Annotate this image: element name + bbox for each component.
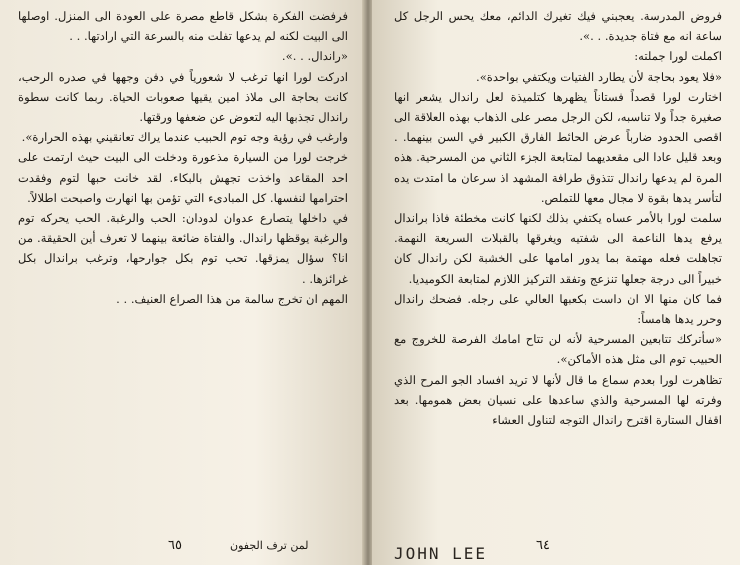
left-page-text xyxy=(18,6,348,309)
paragraph: «سأتركك تتابعين المسرحية لأنه لن تتاح امامك الفرصة للخروج مع الحبيب توم الى مثل هذه الأماكن». xyxy=(394,332,722,367)
paragraph: خرجت لورا من السيارة مذعورة ودخلت الى البيت حيث ارتمت على احد المقاعد واخذت تجهش بالبكاء. لقد خانت حبها لتوم وفقدت احترامها لنفسها. كل المبادىء التي تؤمن بها انهارت واصبحت اطلالاً. xyxy=(18,150,348,205)
left-page xyxy=(0,0,364,565)
scanner-stamp: JOHN LEE xyxy=(394,544,488,563)
paragraph: تظاهرت لورا بعدم سماع ما قال لأنها لا تريد افساد الجو المرح الذي وفرته لها المسرحية والذي ساعدها على نسيان بعض همومها. بعد اقفال الستارة اقترح راندال التوجه لتناول العشاء xyxy=(394,372,722,428)
running-title: لمن ترف الجفون xyxy=(230,539,309,552)
page-number: ٦٥ xyxy=(168,538,182,553)
paragraph: فروض المدرسة. يعجبني فيك تغيرك الدائم، معك يحس الرجل كل ساعة انه مع فتاة جديدة. . .». xyxy=(394,9,722,44)
paragraph: سلمت لورا بالأمر عساه يكتفي بذلك لكنها كانت مخطئة فاذا براندال يرفع يدها الناعمة الى شفتيه ويغرقها بالقبلات السريعة النهمة. تجاهلت فعله مهتمة بما يدور امامها على الخشبة لكن راندال كان خبيراً الى درجة جعلها تنزعج وتفقد التركيز اللازم لمتابعة الكوميديا. xyxy=(394,211,722,286)
paragraph: وارغب في رؤية وجه توم الحبيب عندما يراك تعانقيني بهذه الحرارة». xyxy=(21,130,348,145)
right-page-text xyxy=(394,6,722,430)
paragraph: اكملت لورا جملته: xyxy=(634,49,722,64)
paragraph: فرفضت الفكرة بشكل قاطع مصرة على العودة الى المنزل. اوصلها الى البيت لكنه لم يدعها تفلت منه بالسرعة التي ارادتها. . . xyxy=(18,9,348,44)
paragraph: فما كان منها الا ان داست بكعبها العالي على رجله. فضحك راندال وحرر يدها هامساً: xyxy=(394,291,722,327)
paragraph: ادركت لورا انها ترغب لا شعورياً في دفن وجهها في صدره الرحب، كانت بحاجة الى ملاذ امين يقيها صعوبات الحياة. ربما كانت سطوة راندال تجذبها اليه لتعوض عن ضعفها ورقتها. xyxy=(18,69,348,125)
paragraph: المهم ان تخرج سالمة من هذا الصراع العنيف. . . xyxy=(116,291,348,306)
paragraph: في داخلها يتصارع عدوان لدودان: الحب والرغبة. الحب يحركه توم والرغبة يوقظها راندال. والفتاة ضائعة بينهما لا تعرف أين الحقيقة. من انا؟ سؤال يمزقها. تحب توم بكل جوارحها، وترغب براندال بكل غرائزها. . xyxy=(18,211,348,286)
paragraph: «راندال. . .». xyxy=(281,49,348,64)
right-page xyxy=(372,0,740,565)
paragraph: اختارت لورا قصداً فستاناً يظهرها كتلميذة لعل راندال يشعر انها صغيرة جداً ولا تناسبه، لكن الرجل مصر على الذهاب بهذه العلاقة الى اقصى الحدود ضارباً عرض الحائط الفارق الكبير في السن بينهما. . وبعد قليل عادا الى مقعديهما لمتابعة الجزء الثاني من المسرحية. هذه المرة لم يدعها راندال تتذوق طرافة المشهد اذ سرعان ما امتدت يده لتأسر يدها بقوة لا مجال معها للتملص. xyxy=(394,89,722,205)
page-number: ٦٤ xyxy=(536,538,550,553)
paragraph: «فلا يعود بحاجة لأن يطارد الفتيات ويكتفي بواحدة». xyxy=(476,69,722,84)
